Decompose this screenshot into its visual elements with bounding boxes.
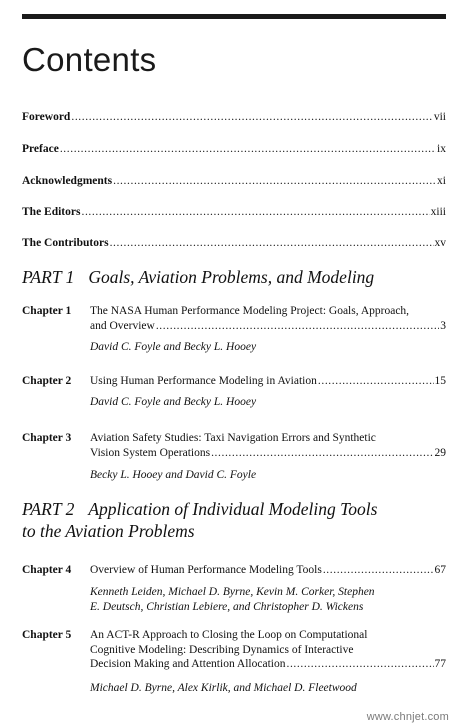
chapter-authors: David C. Foyle and Becky L. Hooey <box>90 341 257 353</box>
toc-entry-foreword[interactable] <box>22 110 446 124</box>
dot-leader <box>286 657 433 672</box>
chapter-title-line: Decision Making and Attention Allocation <box>90 658 286 670</box>
toc-page-number: xi <box>437 175 446 187</box>
toc-page-number: vii <box>433 111 446 123</box>
chapter-authors-line: E. Deutsch, Christian Lebiere, and Christopher D. Wickens <box>90 601 364 613</box>
toc-page-number: 15 <box>434 375 446 387</box>
toc-entry-contributors[interactable] <box>22 236 446 250</box>
chapter-authors: Michael D. Byrne, Alex Kirlik, and Michael D. Fleetwood <box>90 682 357 694</box>
chapter-title-line: Vision System Operations <box>90 446 211 459</box>
chapter-label: Chapter 1 <box>22 305 72 317</box>
toc-entry-label: Acknowledgments <box>22 175 113 187</box>
dot-leader <box>211 446 433 461</box>
dot-leader <box>113 174 436 188</box>
part-title: Application of Individual Modeling Tools <box>88 499 378 519</box>
watermark: www.chnjet.com <box>366 711 449 723</box>
toc-entry-chapter-5[interactable] <box>90 628 446 672</box>
chapter-title-line: and Overview <box>90 319 155 332</box>
toc-entry-label: The Editors <box>22 206 81 218</box>
part-number: PART 1 <box>22 267 75 287</box>
chapter-authors <box>90 585 430 615</box>
chapter-title-line: The NASA Human Performance Modeling Project: Goals, Approach, <box>90 305 410 317</box>
toc-page-number: xiii <box>430 206 446 218</box>
toc-entry-label: The Contributors <box>22 237 109 249</box>
toc-entry-label: Preface <box>22 143 59 155</box>
chapter-title-line: Aviation Safety Studies: Taxi Navigation Errors and Synthetic <box>90 432 376 444</box>
dot-leader <box>60 142 436 156</box>
toc-page-number: xv <box>434 237 446 249</box>
dot-leader <box>318 374 434 389</box>
toc-entry-chapter-2[interactable] <box>90 374 446 389</box>
chapter-label: Chapter 4 <box>22 564 72 576</box>
chapter-authors: David C. Foyle and Becky L. Hooey <box>90 396 257 408</box>
toc-entry-editors[interactable] <box>22 205 446 219</box>
toc-entry-acknowledgments[interactable] <box>22 174 446 188</box>
chapter-title-line: Cognitive Modeling: Describing Dynamics of Interactive <box>90 643 354 656</box>
toc-page-number: 67 <box>434 564 446 576</box>
top-rule <box>22 14 446 19</box>
chapter-label: Chapter 5 <box>22 629 72 641</box>
toc-page-number: ix <box>437 143 446 155</box>
toc-entry-preface[interactable] <box>22 142 446 156</box>
part-heading <box>22 498 452 521</box>
toc-page-number: 29 <box>434 446 446 459</box>
chapter-label: Chapter 3 <box>22 432 72 444</box>
toc-entry-label: Foreword <box>22 111 71 123</box>
toc-entry-chapter-4[interactable] <box>90 563 446 578</box>
chapter-authors: Becky L. Hooey and David C. Foyle <box>90 469 257 481</box>
chapter-title-line: Overview of Human Performance Modeling Tools <box>90 564 322 576</box>
toc-page-number: 77 <box>434 658 446 670</box>
dot-leader <box>156 319 439 334</box>
part-title-line: to the Aviation Problems <box>22 521 195 541</box>
part-title: Goals, Aviation Problems, and Modeling <box>88 267 375 287</box>
dot-leader <box>71 110 433 124</box>
toc-entry-chapter-3[interactable] <box>90 431 446 460</box>
dot-leader <box>323 563 434 578</box>
part-number: PART 2 <box>22 499 75 519</box>
chapter-label: Chapter 2 <box>22 375 72 387</box>
chapter-title-line: An ACT-R Approach to Closing the Loop on Computational <box>90 629 368 641</box>
dot-leader <box>81 205 429 219</box>
chapter-title-line: Using Human Performance Modeling in Aviation <box>90 375 317 387</box>
chapter-authors-line: Kenneth Leiden, Michael D. Byrne, Kevin M. Corker, Stephen <box>90 586 375 598</box>
toc-entry-chapter-1[interactable] <box>90 304 446 333</box>
dot-leader <box>110 236 434 250</box>
toc-page-number: 3 <box>440 319 446 332</box>
page-title: Contents <box>22 41 157 78</box>
part-heading <box>22 266 452 289</box>
